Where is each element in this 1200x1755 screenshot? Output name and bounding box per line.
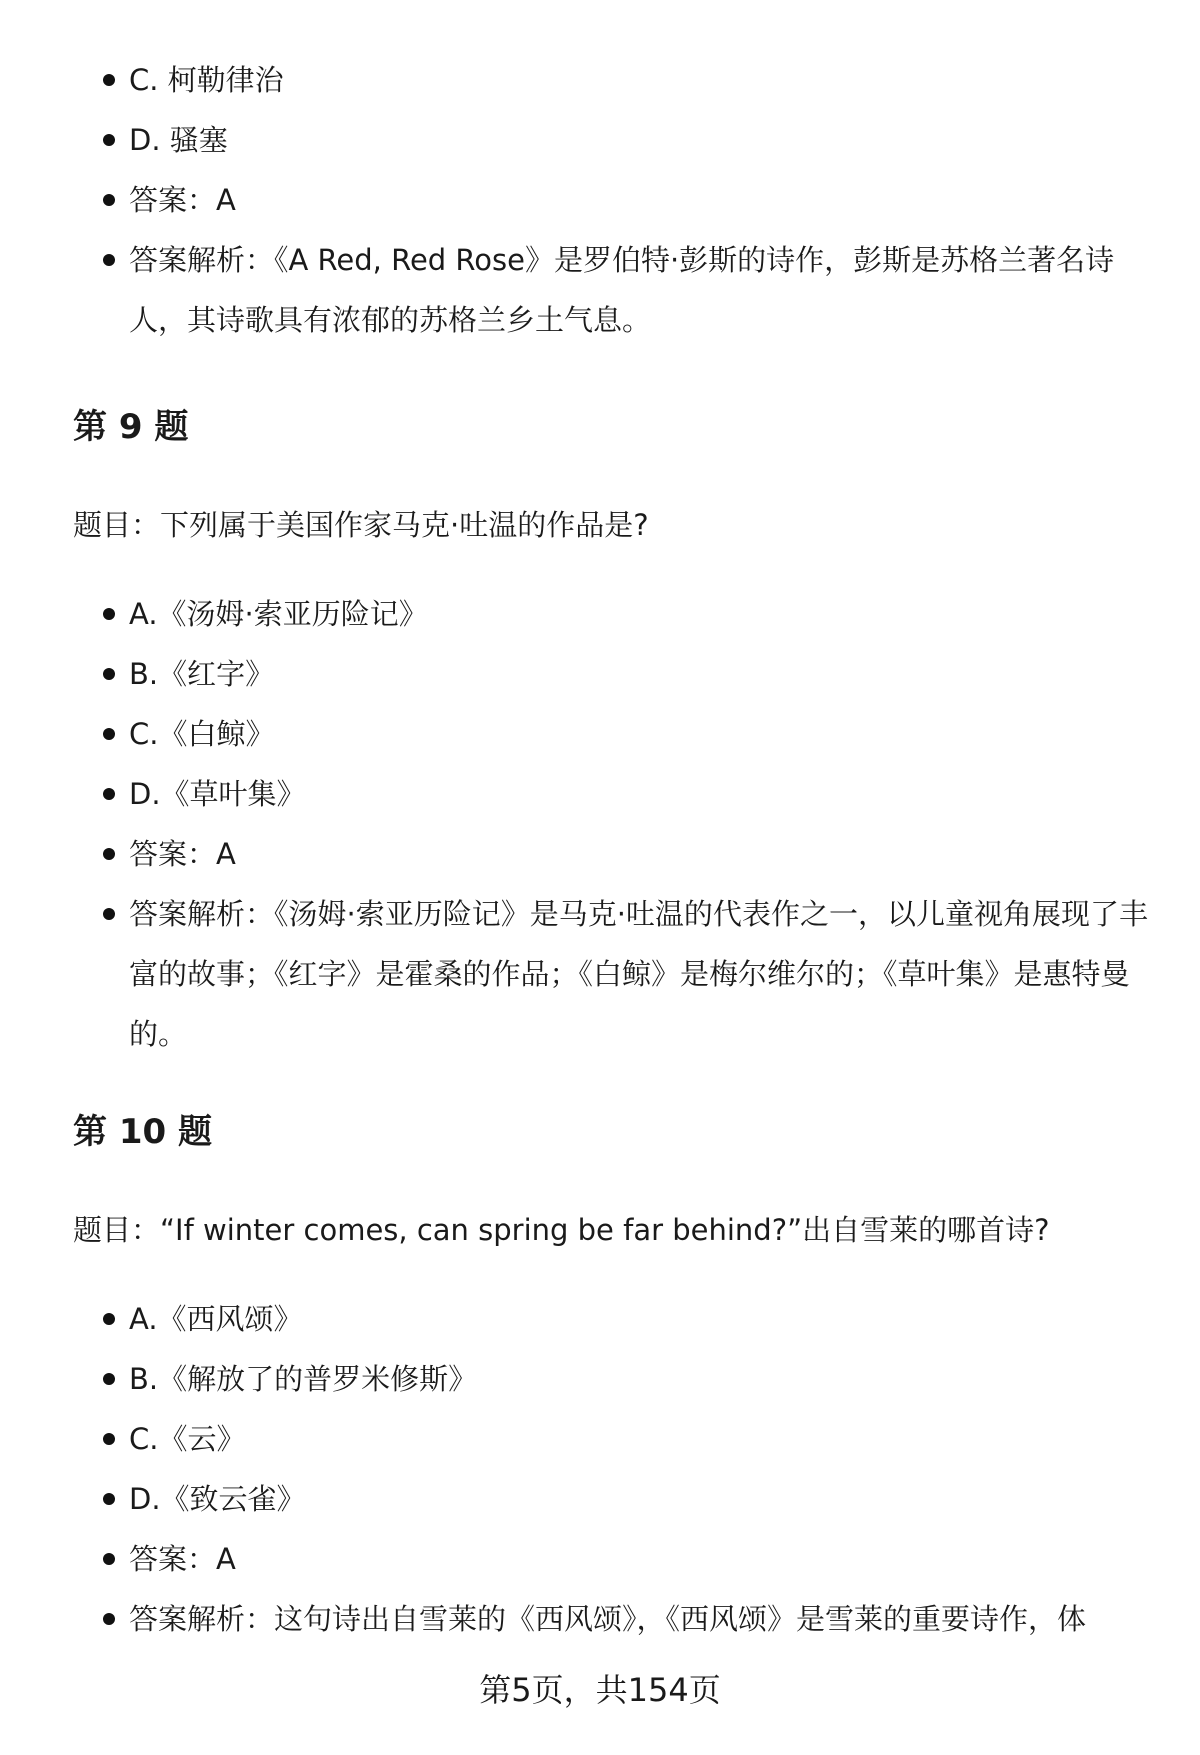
option-c: C.《白鲸》 — [73, 704, 1163, 764]
question-9-list — [73, 584, 1163, 1064]
option-c: C.《云》 — [73, 1409, 1163, 1469]
prev-question-block — [73, 50, 1163, 350]
option-b: B.《红字》 — [73, 644, 1163, 704]
option-c: C. 柯勒律治 — [73, 50, 1163, 110]
page-number: 第5页，共154页 — [479, 1671, 721, 1709]
answer: 答案：A — [73, 1529, 1163, 1589]
option-b: B.《解放了的普罗米修斯》 — [73, 1349, 1163, 1409]
option-a: A.《汤姆·索亚历险记》 — [73, 584, 1163, 644]
question-9-heading: 第 9 题 — [73, 407, 189, 447]
question-10-block — [73, 1289, 1163, 1649]
option-a: A.《西风颂》 — [73, 1289, 1163, 1349]
question-9-text: 题目：下列属于美国作家马克·吐温的作品是? — [73, 508, 649, 542]
answer-explanation: 答案解析：《A Red, Red Rose》是罗伯特·彭斯的诗作，彭斯是苏格兰著名诗人，其诗歌具有浓郁的苏格兰乡土气息。 — [73, 230, 1163, 350]
question-9-block — [73, 584, 1163, 1064]
answer-explanation: 答案解析：《汤姆·索亚历险记》是马克·吐温的代表作之一，以儿童视角展现了丰富的故事；《红字》是霍桑的作品；《白鲸》是梅尔维尔的；《草叶集》是惠特曼的。 — [73, 884, 1163, 1064]
answer: 答案：A — [73, 824, 1163, 884]
answer: 答案：A — [73, 170, 1163, 230]
question-10-list — [73, 1289, 1163, 1649]
option-d: D.《致云雀》 — [73, 1469, 1163, 1529]
answer-explanation: 答案解析：这句诗出自雪莱的《西风颂》，《西风颂》是雪莱的重要诗作，体 — [73, 1589, 1163, 1649]
question-10-text: 题目：“If winter comes, can spring be far behind?”出自雪莱的哪首诗? — [73, 1213, 1050, 1247]
prev-question-list — [73, 50, 1163, 350]
option-d: D.《草叶集》 — [73, 764, 1163, 824]
option-d: D. 骚塞 — [73, 110, 1163, 170]
question-10-heading: 第 10 题 — [73, 1112, 212, 1152]
